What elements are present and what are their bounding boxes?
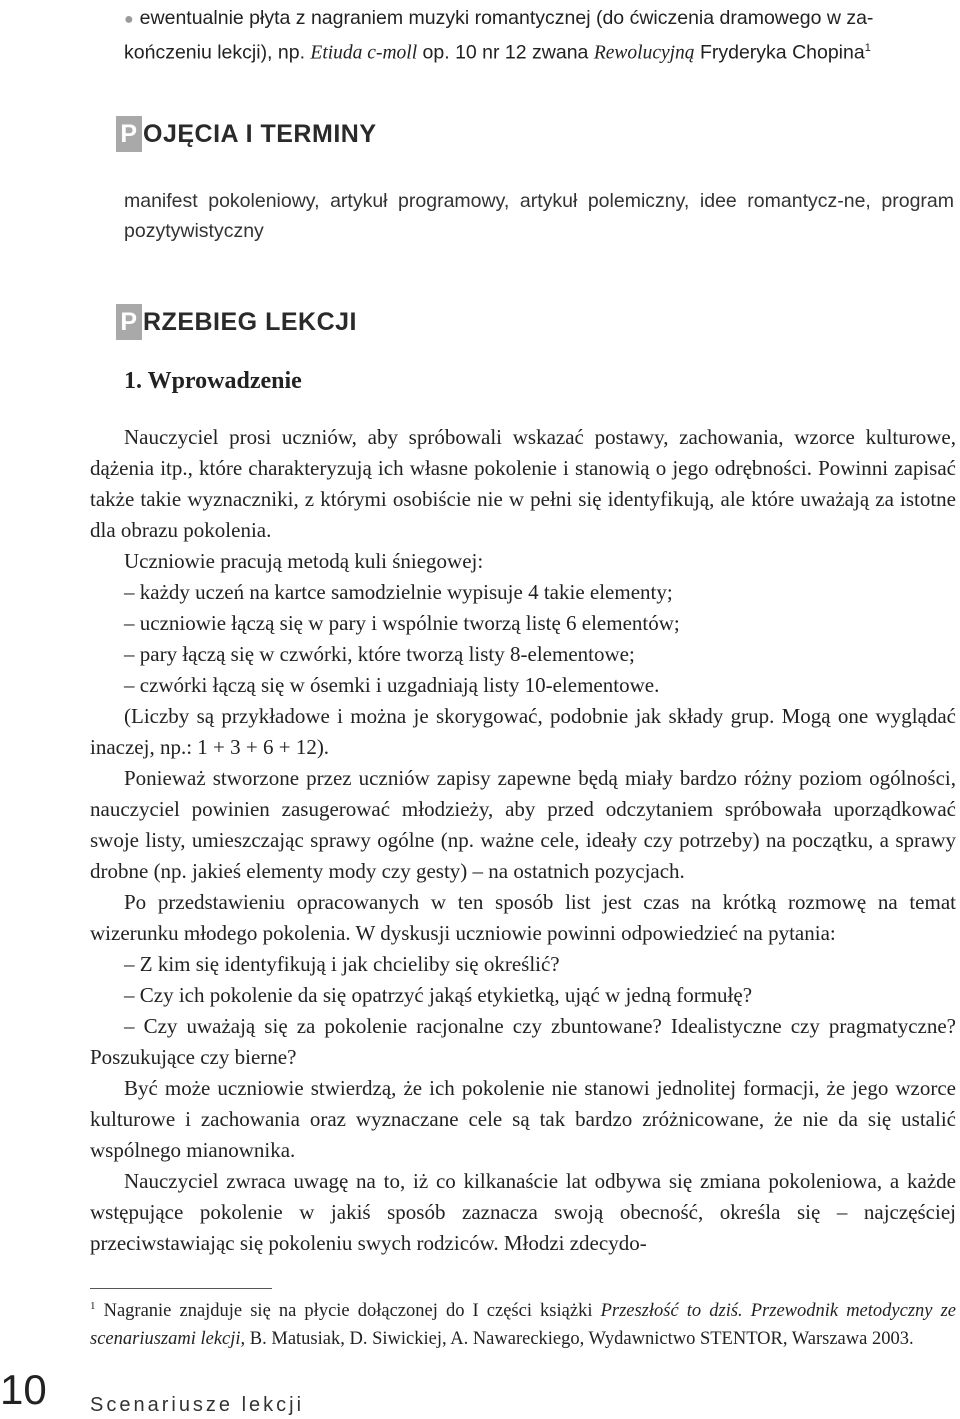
list-item: – czwórki łączą się w ósemki i uzgadniają listy 10-elementowe. xyxy=(124,673,660,697)
paragraph: Nauczyciel prosi uczniów, aby spróbowali wskazać postawy, zachowania, wzorce kulturowe, dążenia itp., które charakteryzują ich własne pokolenie i stanowią o jego odrębności. Powinni zapisać także takie wyznaczniki, z którymi osobiście nie w pełni się identyfikują, ale które uważają za istotne dla obrazu pokolenia. xyxy=(90,425,956,542)
question-item: – Czy uważają się za pokolenie racjonalne czy zbuntowane? Idealistyczne czy pragmatyczne? Poszukujące czy bierne? xyxy=(90,1014,956,1069)
heading-initial-box: P xyxy=(116,304,142,340)
question-item: – Z kim się identyfikują i jak chcieliby się określić? xyxy=(124,952,560,976)
body-text xyxy=(90,422,956,1259)
footnote-divider xyxy=(90,1288,272,1289)
footnote-book-title: Przeszłość to dziś. Przewodnik metodyczny ze scenariuszami lekcji xyxy=(90,1301,956,1350)
footnote-text: Nagranie znajduje się na płycie dołączonej do I części książki xyxy=(95,1301,601,1322)
footnote-text-end: , B. Matusiak, D. Siwickiej, A. Nawareckiego, Wydawnictwo STENTOR, Warszawa 2003. xyxy=(240,1329,914,1350)
list-item: – uczniowie łączą się w pary i wspólnie tworzą listę 6 elementów; xyxy=(124,611,680,635)
footnote-reference: 1 xyxy=(864,42,871,54)
paragraph: Uczniowie pracują metodą kuli śniegowej: xyxy=(124,549,484,573)
bullet-text-mid: op. 10 nr 12 zwana xyxy=(417,41,594,64)
bullet-text-line1: ewentualnie płyta z nagraniem muzyki romantycznej (do ćwiczenia dramowego w za- xyxy=(139,7,874,29)
work-title-etiuda: Etiuda c-moll xyxy=(310,42,418,64)
footnote-number: 1 xyxy=(90,1300,96,1312)
bullet-text-line2: kończeniu lekcji), np. xyxy=(124,41,311,64)
question-item: – Czy ich pokolenie da się opatrzyć jakąś etykietką, ująć w jedną formułę? xyxy=(124,983,753,1007)
section-heading-terms xyxy=(116,116,377,152)
paragraph: Być może uczniowie stwierdzą, że ich pokolenie nie stanowi jednolitej formacji, że jego wzorce kulturowe i zachowania oraz wyznaczane cele są tak bardzo zróżnicowane, że nie da się ustalić wspólnego mianownika. xyxy=(90,1076,956,1162)
subheading-introduction: 1. Wprowadzenie xyxy=(124,368,302,394)
paragraph: (Liczby są przykładowe i można je skorygować, podobnie jak składy grup. Mogą one wyglądać inaczej, np.: 1 + 3 + 6 + 12). xyxy=(90,704,956,759)
heading-text: OJĘCIA I TERMINY xyxy=(143,119,377,148)
section-heading-lesson xyxy=(116,304,357,340)
paragraph: Po przedstawieniu opracowanych w ten sposób list jest czas na krótką rozmowę na temat wizerunku młodego pokolenia. W dyskusji uczniowie powinni odpowiedzieć na pytania: xyxy=(90,890,956,945)
bullet-text-end: Fryderyka Chopina xyxy=(694,41,865,64)
work-title-rewolucyjna: Rewolucyjną xyxy=(593,42,695,64)
bullet-dot-icon: ● xyxy=(124,11,134,28)
list-item: – każdy uczeń na kartce samodzielnie wypisuje 4 takie elementy; xyxy=(124,580,673,604)
list-item: – pary łączą się w czwórki, które tworzą listy 8-elementowe; xyxy=(124,642,635,666)
paragraph: Nauczyciel zwraca uwagę na to, iż co kilkanaście lat odbywa się zmiana pokoleniowa, a każde wstępujące pokolenie w jakiś sposób zaznacza swoją obecność, określa się – najczęściej przeciwstawiając się pokoleniu swych rodziców. Młodzi zdecydo- xyxy=(90,1169,956,1255)
materials-bullet-item xyxy=(124,4,954,68)
page-number: 10 xyxy=(0,1366,47,1413)
paragraph: Ponieważ stworzone przez uczniów zapisy zapewne będą miały bardzo różny poziom ogólności, nauczyciel powinien zasugerować młodzieży, aby przed odczytaniem spróbowała uporządkować swoje listy, umieszczając sprawy ogólne (np. ważne cele, ideały czy potrzeby) na początku, a sprawy drobne (np. jakieś elementy mody czy gesty) – na ostatnich pozycjach. xyxy=(90,766,956,883)
footnote xyxy=(90,1292,956,1353)
running-footer-title: Scenariusze lekcji xyxy=(90,1394,305,1416)
terms-list: manifest pokoleniowy, artykuł programowy, artykuł polemiczny, idee romantycz-ne, program pozytywistyczny xyxy=(124,190,954,242)
heading-initial-box: P xyxy=(116,116,142,152)
heading-text: RZEBIEG LEKCJI xyxy=(143,307,357,336)
